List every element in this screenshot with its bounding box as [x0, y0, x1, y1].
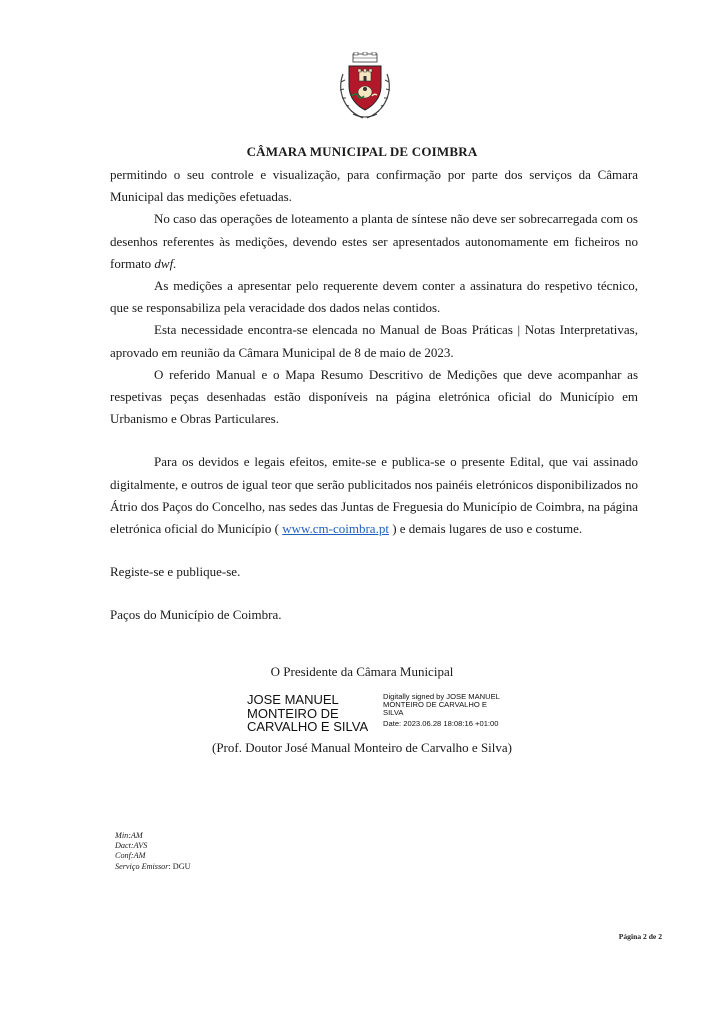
coimbra-coat-of-arms-icon	[335, 52, 395, 122]
signature-name-line: JOSE MANUEL	[247, 692, 339, 707]
signatory-role: O Presidente da Câmara Municipal	[270, 664, 454, 679]
paragraph-pacos: Paços do Município de Coimbra.	[110, 607, 282, 623]
paragraph-4: Esta necessidade encontra-se elencada no Manual de Boas Práticas | Notas Interpretativas, aprovado em reunião da Câmara Municipal de 8 de maio de 2023.	[110, 322, 638, 360]
page-number: Página 2 de 2	[618, 932, 662, 941]
signature-name-line: MONTEIRO DE	[247, 705, 339, 721]
issuing-service	[115, 862, 191, 872]
issuing-service-value: : DGU	[168, 861, 191, 871]
digital-signature-name	[247, 693, 381, 734]
paragraph-6-text: Para os devidos e legais efeitos, emite-se e publica-se o presente Edital, que vai assinado digitalmente, e outros de igual teor que serão publicitados nos painéis eletrónicos disponibilizados no Átrio dos Paços do Concelho, nas sedes das Juntas de Freguesia do Município de Coimbra, na página eletrónica oficial do Município (	[110, 454, 638, 537]
paragraph-2-text: No caso das operações de loteamento a planta de síntese não deve ser sobrecarregada com os desenhos referentes às medições, devendo estes ser apresentados autonomamente em ficheiros no formato	[110, 211, 638, 271]
paragraph-6	[110, 451, 638, 540]
document-body	[110, 164, 638, 627]
paragraph-3: As medições a apresentar pelo requerente devem conter a assinatura do respetivo técnico, que se responsabiliza pela veracidade dos dados nelas contidos.	[110, 278, 638, 316]
signature-name-line: CARVALHO E SILVA	[247, 719, 369, 734]
signed-by-line: MONTEIRO DE CARVALHO E	[383, 700, 487, 710]
signed-by-line: Digitally signed by JOSE MANUEL	[383, 692, 500, 701]
signatory-full-name: (Prof. Doutor José Manual Monteiro de Carvalho e Silva)	[211, 740, 513, 755]
paragraph-6-tail: ) e demais lugares de uso e costume.	[388, 521, 583, 537]
document-initials	[115, 831, 191, 872]
file-format: dwf.	[154, 255, 177, 271]
initials-min: Min:AM	[115, 831, 143, 840]
institution-title: CÂMARA MUNICIPAL DE COIMBRA	[246, 144, 478, 159]
signature-date: Date: 2023.06.28 18:08:16 +01:00	[383, 718, 499, 728]
paragraph-5: O referido Manual e o Mapa Resumo Descritivo de Medições que deve acompanhar as respetivas peças desenhadas estão disponíveis na página eletrónica oficial do Município em Urbanismo e Obras Particulares.	[110, 366, 638, 427]
issuing-service-label: Serviço Emissor	[115, 861, 169, 871]
website-link[interactable]: www.cm-coimbra.pt	[282, 521, 389, 537]
signed-by-line: SILVA	[383, 708, 404, 718]
digital-signature-details	[383, 693, 533, 728]
paragraph-registe: Registe-se e publique-se.	[110, 564, 241, 580]
initials-conf: Conf:AM	[115, 851, 146, 861]
paragraph-2	[110, 208, 638, 275]
paragraph-1: permitindo o seu controle e visualização, para confirmação por parte dos serviços da Câmara Municipal das medições efetuadas.	[110, 167, 638, 205]
initials-dact: Dact:AVS	[115, 841, 148, 851]
